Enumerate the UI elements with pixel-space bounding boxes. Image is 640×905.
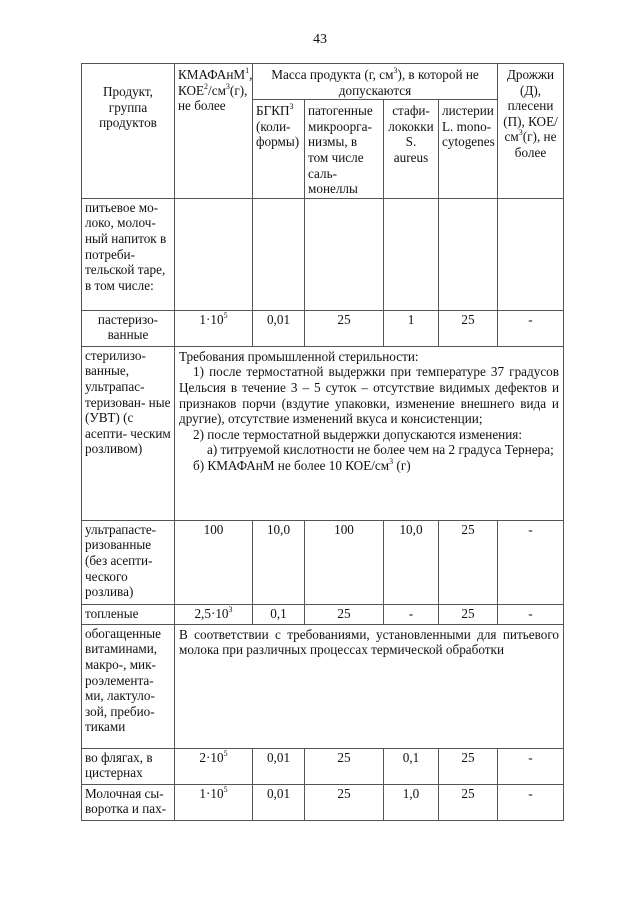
yeast-value: - (498, 748, 564, 784)
bgkp-value: 0,01 (253, 310, 305, 346)
staph-value: 0,1 (384, 748, 439, 784)
yeast-value: - (498, 310, 564, 346)
table-row-sterilized (82, 346, 564, 520)
row-product: топленые (82, 604, 175, 624)
listeria-value: 25 (439, 520, 498, 604)
yeast-value: - (498, 604, 564, 624)
enriched-requirements: В соответствии с требованиями, установленными для питьевого молока при различных процессах термической обработки (175, 624, 564, 748)
header-pathogens: патогенные микроорга- низмы, в том числе саль- монеллы (305, 100, 384, 199)
header-product: Продукт, группа продуктов (82, 64, 175, 199)
microbiological-requirements-table (81, 63, 564, 821)
sterility-requirements: Требования промышленной стерильности: 1) после термостатной выдержки при температуре 37 градусов Цельсия в течение 3 – 5 суток – отсутствие видимых дефектов и признаков порчи (вздутие упаковки, изменение внешнего вида и другие), отсутствие изменений вкуса и консистенции; 2) после термостатной выдержки допускаются изменения: а) титруемой кислотности не более чем на 2 градуса Тернера; б) КМАФАнМ не более 10 КОЕ/$см^3$ (г) (175, 346, 564, 520)
table-row (82, 198, 564, 310)
pathogens-value: 25 (305, 604, 384, 624)
row-product: Молочная сы- воротка и пах- (82, 784, 175, 820)
kmafanm-value: $2,5\cdot 10^3$ (175, 604, 253, 624)
listeria-value: 25 (439, 604, 498, 624)
pathogens-value: 25 (305, 784, 384, 820)
pathogens-value: 25 (305, 748, 384, 784)
kmafanm-value: $1\cdot 10^5$ (175, 310, 253, 346)
page-number: 43 (313, 32, 327, 47)
header-row-1 (82, 64, 564, 100)
bgkp-value: 0,1 (253, 604, 305, 624)
pathogens-value: 25 (305, 310, 384, 346)
row-product: стерилизо- ванные, ультрапас- теризован- ные (УВТ) (с асепти- ческим розливом) (82, 346, 175, 520)
kmafanm-value: 100 (175, 520, 253, 604)
bgkp-value: 10,0 (253, 520, 305, 604)
yeast-value: - (498, 784, 564, 820)
table-row (82, 310, 564, 346)
header-listeria: листерии L. mono- cytogenes (439, 100, 498, 199)
row-product: питьевое мо- локо, молоч- ный напиток в потреби- тельской таре, в том числе: (82, 198, 175, 310)
table-row (82, 520, 564, 604)
bgkp-value: 0,01 (253, 784, 305, 820)
kmafanm-value: $2\cdot 10^5$ (175, 748, 253, 784)
header-yeast-mold: Дрожжи (Д), плесени (П), КОЕ/$см^3(г)$, не более (498, 64, 564, 199)
listeria-value: 25 (439, 310, 498, 346)
row-product: обогащенные витаминами, макро-, мик- роэлемента- ми, лактуло- зой, пребио- тиками (82, 624, 175, 748)
row-product: во флягах, в цистернах (82, 748, 175, 784)
listeria-value: 25 (439, 748, 498, 784)
pathogens-value: 100 (305, 520, 384, 604)
staph-value: - (384, 604, 439, 624)
listeria-value: 25 (439, 784, 498, 820)
header-bgkp: БГКП$^3$ (коли- формы) (253, 100, 305, 199)
row-product: пастеризо- ванные (82, 310, 175, 346)
kmafanm-value: $1\cdot 10^5$ (175, 784, 253, 820)
table-row-enriched (82, 624, 564, 748)
bgkp-value: 0,01 (253, 748, 305, 784)
header-mass-group: Масса продукта (г, $см^3$), в которой не допускаются (253, 64, 498, 100)
table-row (82, 604, 564, 624)
header-staph: стафи- лококки S. aureus (384, 100, 439, 199)
staph-value: 10,0 (384, 520, 439, 604)
table-row (82, 784, 564, 820)
table-row (82, 748, 564, 784)
staph-value: 1,0 (384, 784, 439, 820)
row-product: ультрапасте- ризованные (без асепти- ческого розлива) (82, 520, 175, 604)
header-kmafanm: КМАФАнМ$^1$, $КОЕ^2/см^3(г)$, не более (175, 64, 253, 199)
staph-value: 1 (384, 310, 439, 346)
yeast-value: - (498, 520, 564, 604)
